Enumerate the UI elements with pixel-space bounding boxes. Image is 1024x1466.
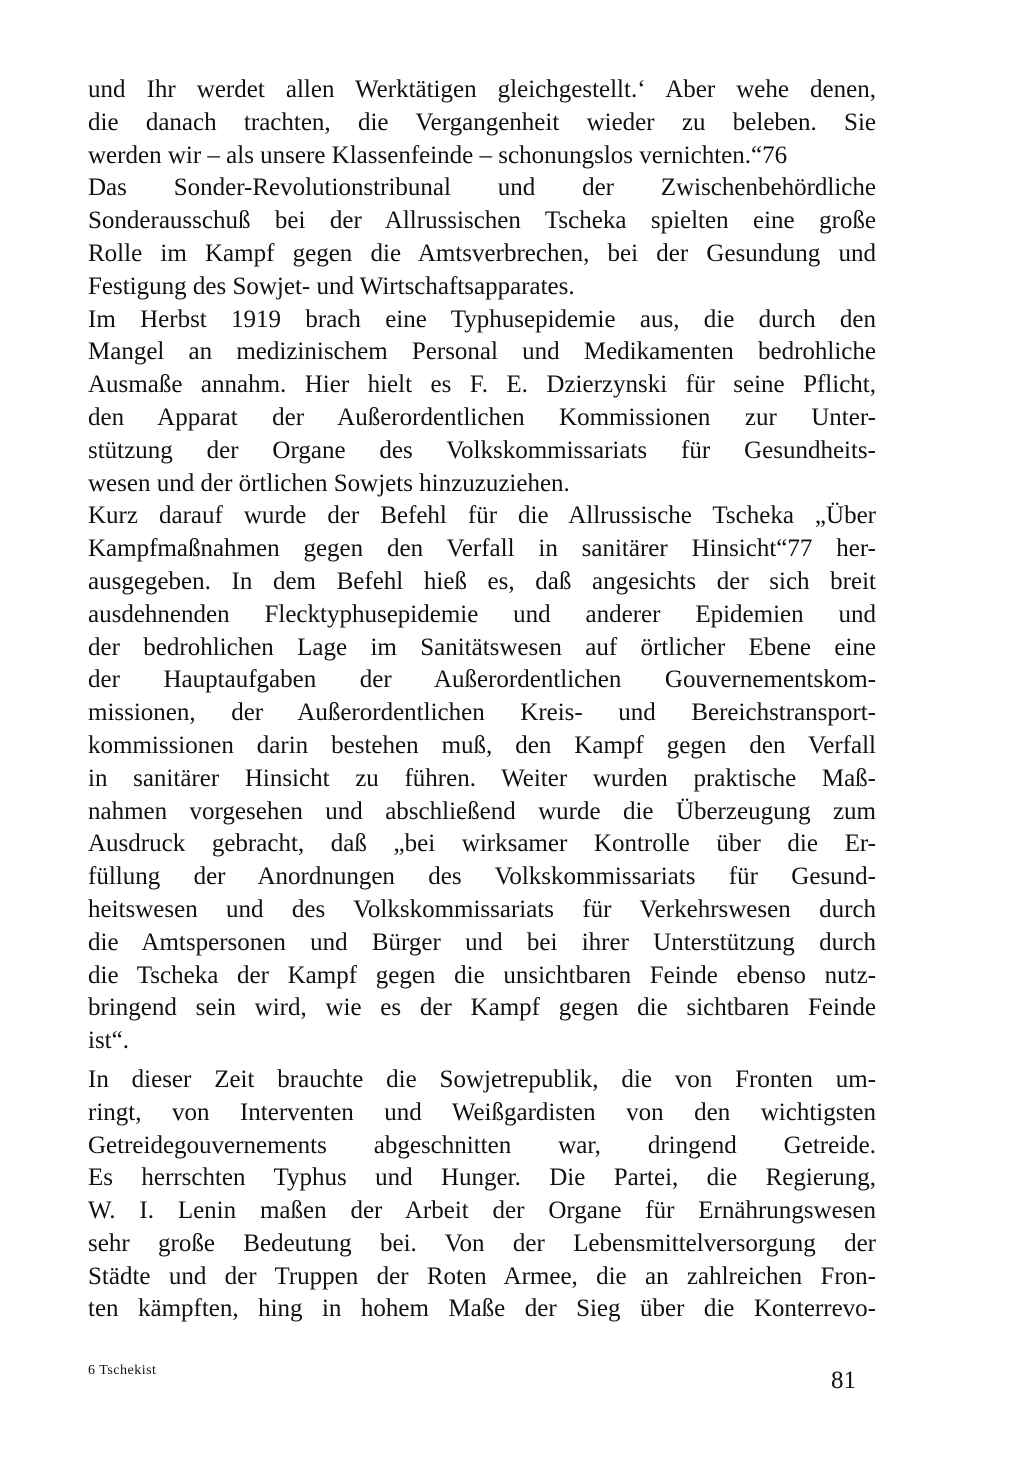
text-line: Getreidegouvernements abgeschnitten war, dringend Getreide. [88,1131,876,1159]
text-line: in sanitärer Hinsicht zu führen. Weiter wurden praktische Maß- [88,764,876,792]
text-line: ten kämpften, hing in hohem Maße der Sieg über die Konterrevo- [88,1295,876,1323]
text-line: die danach trachten, die Vergangenheit wieder zu beleben. Sie [88,108,876,136]
text-line: Festigung des Sowjet- und Wirtschaftsapparates. [88,272,575,300]
text-line: Es herrschten Typhus und Hunger. Die Partei, die Regierung, [88,1164,876,1192]
text-line: Kurz darauf wurde der Befehl für die Allrussische Tscheka „Über [88,502,876,530]
page-number: 81 [831,1367,856,1394]
footer-signature: 6 Tschekist [88,1363,157,1378]
text-line: der Hauptaufgaben der Außerordentlichen Gouvernementskom- [88,666,876,694]
text-line: der bedrohlichen Lage im Sanitätswesen auf örtlicher Ebene eine [88,633,876,661]
text-line: wesen und der örtlichen Sowjets hinzuzuziehen. [88,469,570,497]
text-line: Kampfmaßnahmen gegen den Verfall in sanitärer Hinsicht“77 her- [88,535,876,563]
text-line: füllung der Anordnungen des Volkskommissariats für Gesund- [88,863,876,891]
text-line: die Amtspersonen und Bürger und bei ihrer Unterstützung durch [88,928,876,956]
body-text [88,74,876,1326]
text-line: sehr große Bedeutung bei. Von der Lebensmittelversorgung der [88,1229,876,1257]
text-line: kommissionen darin bestehen muß, den Kampf gegen den Verfall [88,731,876,759]
text-line: Rolle im Kampf gegen die Amtsverbrechen, bei der Gesundung und [88,239,876,267]
text-line: werden wir – als unsere Klassenfeinde – schonungslos vernichten.“76 [88,141,788,169]
text-line: den Apparat der Außerordentlichen Kommissionen zur Unter- [88,403,876,431]
text-line: ringt, von Interventen und Weißgardisten von den wichtigsten [88,1098,876,1126]
text-line: die Tscheka der Kampf gegen die unsichtbaren Feinde ebenso nutz- [88,961,876,989]
text-line: ausgegeben. In dem Befehl hieß es, daß angesichts der sich breit [88,567,876,595]
text-line: ist“. [88,1027,129,1055]
text-line: nahmen vorgesehen und abschließend wurde die Überzeugung zum [88,797,876,825]
text-line: Mangel an medizinischem Personal und Medikamenten bedrohliche [88,338,876,366]
text-line: bringend sein wird, wie es der Kampf gegen die sichtbaren Feinde [88,994,876,1022]
text-line: missionen, der Außerordentlichen Kreis- und Bereichstransport- [88,699,876,727]
text-line: stützung der Organe des Volkskommissariats für Gesundheits- [88,436,876,464]
text-line: Ausmaße annahm. Hier hielt es F. E. Dzierzynski für seine Pflicht, [88,371,876,399]
text-line: und Ihr werdet allen Werktätigen gleichgestellt.‘ Aber wehe denen, [88,76,876,103]
text-line: In dieser Zeit brauchte die Sowjetrepublik, die von Fronten um- [88,1065,876,1093]
text-line: ausdehnenden Flecktyphusepidemie und anderer Epidemien und [88,600,876,628]
text-line: Städte und der Truppen der Roten Armee, die an zahlreichen Fron- [88,1262,876,1290]
text-line: heitswesen und des Volkskommissariats für Verkehrswesen durch [88,895,876,923]
text-line: Sonderausschuß bei der Allrussischen Tscheka spielten eine große [88,207,876,235]
text-line: Ausdruck gebracht, daß „bei wirksamer Kontrolle über die Er- [88,830,876,858]
text-line: W. I. Lenin maßen der Arbeit der Organe für Ernährungswesen [88,1197,876,1225]
text-line: Im Herbst 1919 brach eine Typhusepidemie aus, die durch den [88,305,876,333]
text-line: Das Sonder-Revolutionstribunal und der Zwischenbehördliche [88,174,876,202]
